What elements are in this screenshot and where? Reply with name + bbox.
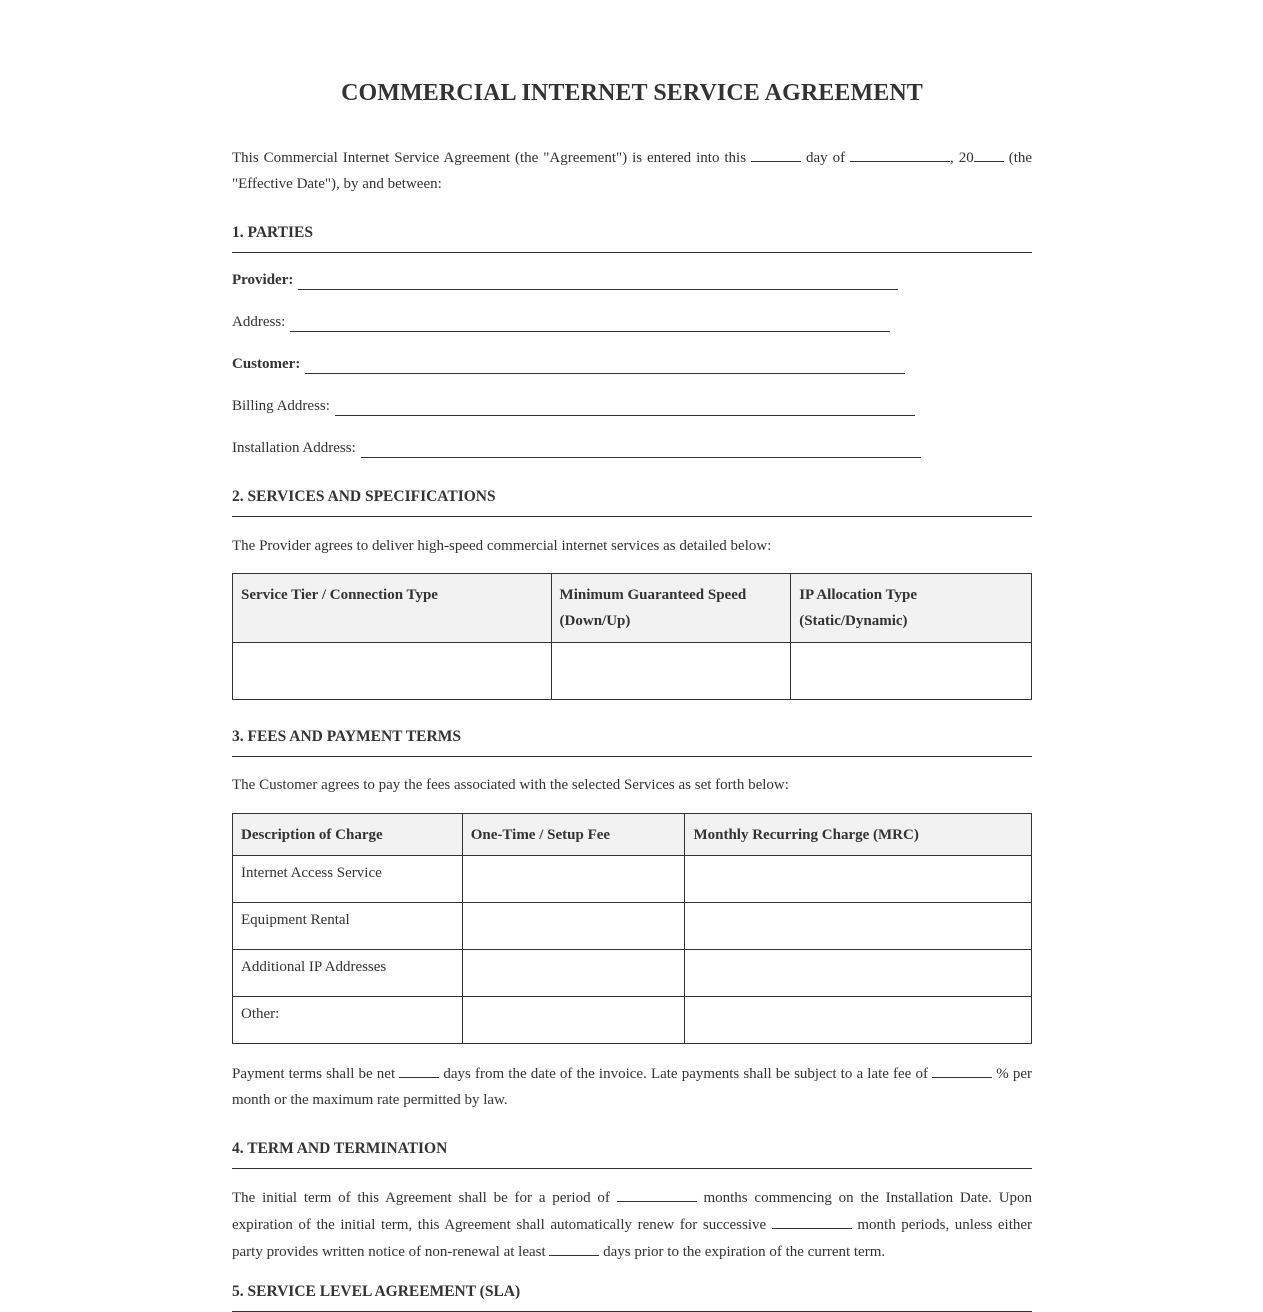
billing-address-line[interactable]: [335, 401, 915, 416]
fees-header-setup: One-Time / Setup Fee: [462, 814, 685, 856]
services-header-tier: Service Tier / Connection Type: [233, 574, 552, 643]
installation-address-line[interactable]: [361, 443, 921, 458]
table-row: [233, 856, 1032, 903]
address-label: Address:: [232, 314, 286, 330]
term-text-3: month periods, unless either party provides written notice of non-renewal at least: [232, 1217, 1033, 1260]
table-row: [233, 903, 1032, 950]
fee-mrc-cell[interactable]: [685, 856, 1032, 903]
installation-address-field: [232, 438, 921, 458]
table-row: [233, 950, 1032, 997]
section-heading-services: 2. SERVICES AND SPECIFICATIONS: [232, 486, 1032, 517]
fee-mrc-cell[interactable]: [685, 903, 1032, 950]
fees-header-mrc: Monthly Recurring Charge (MRC): [685, 814, 1032, 856]
services-row: [233, 643, 1032, 700]
payment-paragraph: [232, 1060, 1032, 1113]
billing-address-field: [232, 396, 915, 416]
services-table: [232, 573, 1032, 700]
services-intro: The Provider agrees to deliver high-speed commercial internet services as detailed below:: [232, 538, 772, 554]
payment-text-3: % per month or the maximum rate permitted by law.: [232, 1066, 1032, 1108]
month-blank[interactable]: [850, 144, 950, 162]
provider-label: Provider:: [232, 272, 294, 288]
address-line[interactable]: [290, 317, 890, 332]
address-field: [232, 312, 890, 332]
services-header-speed: Minimum Guaranteed Speed (Down/Up): [551, 574, 791, 643]
installation-address-label: Installation Address:: [232, 440, 356, 456]
intro-text-3: , 20: [950, 150, 974, 166]
fee-description: Internet Access Service: [233, 856, 463, 903]
initial-term-blank[interactable]: [617, 1184, 697, 1202]
intro-paragraph: [232, 144, 1032, 197]
customer-line[interactable]: [305, 359, 905, 374]
services-cell-speed[interactable]: [551, 643, 791, 700]
services-cell-tier[interactable]: [233, 643, 552, 700]
term-text-2: months commencing on the Installation Date. Upon expiration of the initial term, this Agreement shall automatically renew for successive: [232, 1190, 1033, 1233]
services-header-ip: IP Allocation Type (Static/Dynamic): [791, 574, 1032, 643]
renewal-period-blank[interactable]: [772, 1211, 852, 1229]
fee-setup-cell[interactable]: [462, 903, 685, 950]
billing-address-label: Billing Address:: [232, 398, 330, 414]
intro-text-1: This Commercial Internet Service Agreement (the "Agreement") is entered into this: [232, 150, 747, 166]
section-heading-parties: 1. PARTIES: [232, 222, 1032, 253]
fees-header-description: Description of Charge: [233, 814, 463, 856]
table-row: [233, 997, 1032, 1044]
term-text-4: days prior to the expiration of the current term.: [603, 1244, 886, 1260]
day-blank[interactable]: [751, 144, 801, 162]
intro-text-4: (the "Effective Date"), by and between:: [232, 150, 1033, 192]
fee-setup-cell[interactable]: [462, 950, 685, 997]
section-heading-sla: 5. SERVICE LEVEL AGREEMENT (SLA): [232, 1281, 1032, 1312]
fees-intro: The Customer agrees to pay the fees associated with the selected Services as set forth below:: [232, 777, 789, 793]
late-fee-blank[interactable]: [932, 1060, 992, 1078]
payment-text-1: Payment terms shall be net: [232, 1066, 396, 1082]
fee-setup-cell[interactable]: [462, 856, 685, 903]
notice-days-blank[interactable]: [549, 1238, 599, 1256]
payment-text-2: days from the date of the invoice. Late payments shall be subject to a late fee of: [443, 1066, 928, 1082]
services-header-row: [233, 574, 1032, 643]
services-cell-ip[interactable]: [791, 643, 1032, 700]
intro-text-2: day of: [805, 150, 846, 166]
term-paragraph: [232, 1184, 1032, 1265]
term-text-1: The initial term of this Agreement shall be for a period of: [232, 1190, 610, 1206]
section-heading-fees: 3. FEES AND PAYMENT TERMS: [232, 726, 1032, 757]
customer-field: [232, 354, 905, 374]
fee-mrc-cell[interactable]: [685, 997, 1032, 1044]
fee-description: Additional IP Addresses: [233, 950, 463, 997]
fee-mrc-cell[interactable]: [685, 950, 1032, 997]
fees-table: [232, 813, 1032, 1044]
fees-header-row: [233, 814, 1032, 856]
provider-field: [232, 270, 898, 290]
year-blank[interactable]: [974, 144, 1004, 162]
net-days-blank[interactable]: [399, 1060, 439, 1078]
customer-label: Customer:: [232, 356, 301, 372]
document-title: COMMERCIAL INTERNET SERVICE AGREEMENT: [341, 80, 923, 106]
provider-line[interactable]: [298, 275, 898, 290]
fee-setup-cell[interactable]: [462, 997, 685, 1044]
fee-description: Equipment Rental: [233, 903, 463, 950]
section-heading-term: 4. TERM AND TERMINATION: [232, 1138, 1032, 1169]
fee-description: Other:: [233, 997, 463, 1044]
